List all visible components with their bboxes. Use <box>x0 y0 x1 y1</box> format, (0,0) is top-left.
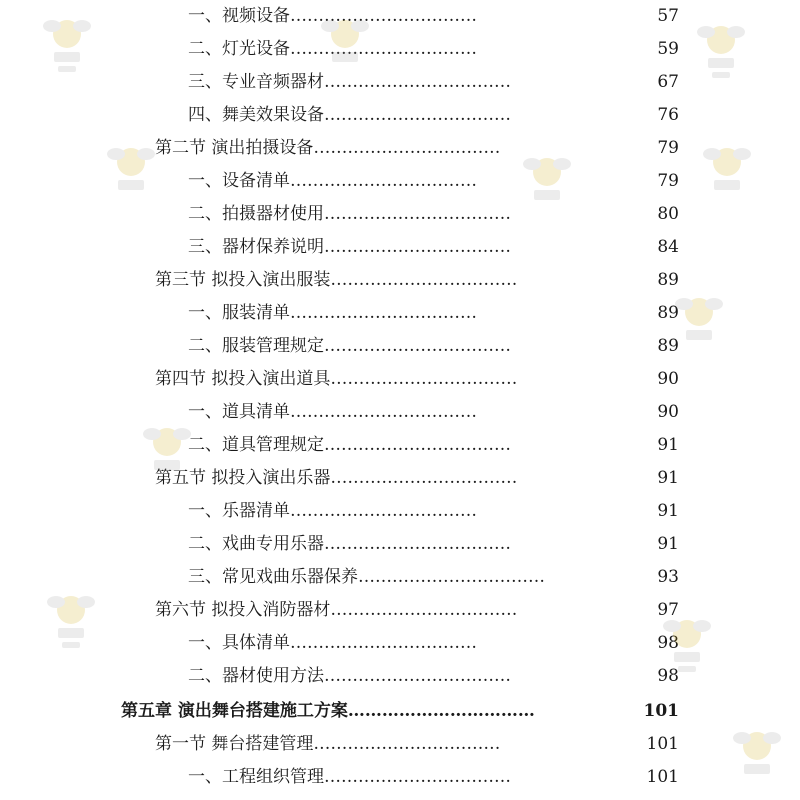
toc-entry-page: 89 <box>657 270 679 290</box>
toc-entry <box>0 297 800 330</box>
toc-entry <box>0 198 800 231</box>
toc-entry <box>0 165 800 198</box>
toc-entry-page: 79 <box>657 171 679 191</box>
toc-section-entry <box>0 728 800 761</box>
toc-entry-page: 91 <box>657 435 679 455</box>
toc-entry-label: 一、具体清单…………………………… <box>188 633 477 653</box>
toc-entry-page: 89 <box>657 336 679 356</box>
toc-entry <box>0 429 800 462</box>
toc-entry-label: 第五章 演出舞台搭建施工方案…………………………… <box>121 701 535 721</box>
toc-entry-page: 101 <box>646 767 679 787</box>
toc-entry-page: 91 <box>657 468 679 488</box>
toc-entry-page: 67 <box>657 72 679 92</box>
toc-entry <box>0 396 800 429</box>
toc-entry <box>0 660 800 693</box>
toc-entry-label: 一、工程组织管理…………………………… <box>188 767 511 787</box>
toc-entry-label: 第三节 拟投入演出服装…………………………… <box>155 270 518 290</box>
toc-entry-label: 一、设备清单…………………………… <box>188 171 477 191</box>
toc-entry-label: 三、常见戏曲乐器保养…………………………… <box>188 567 545 587</box>
toc-entry-label: 二、器材使用方法…………………………… <box>188 666 511 686</box>
toc-entry-label: 第一节 舞台搭建管理…………………………… <box>155 734 501 754</box>
toc-entry-page: 90 <box>657 369 679 389</box>
toc-entry <box>0 0 800 33</box>
toc-entry <box>0 561 800 594</box>
toc-entry <box>0 66 800 99</box>
toc-entry-page: 90 <box>657 402 679 422</box>
toc-entry-label: 第六节 拟投入消防器材…………………………… <box>155 600 518 620</box>
toc-entry-label: 第二节 演出拍摄设备…………………………… <box>155 138 501 158</box>
toc-entry-label: 二、拍摄器材使用…………………………… <box>188 204 511 224</box>
toc-section-entry <box>0 462 800 495</box>
toc-entry-page: 84 <box>657 237 679 257</box>
toc-entry-page: 57 <box>657 6 679 26</box>
toc-section-entry <box>0 264 800 297</box>
toc-chapter-entry <box>0 695 800 728</box>
toc-entry <box>0 231 800 264</box>
toc-entry <box>0 528 800 561</box>
toc-entry-label: 二、服装管理规定…………………………… <box>188 336 511 356</box>
toc-section-entry <box>0 132 800 165</box>
toc-entry-page: 91 <box>657 534 679 554</box>
toc-entry-page: 91 <box>657 501 679 521</box>
toc-entry-label: 三、专业音频器材…………………………… <box>188 72 511 92</box>
toc-entry-page: 79 <box>657 138 679 158</box>
toc-entry <box>0 627 800 660</box>
toc-entry-label: 第四节 拟投入演出道具…………………………… <box>155 369 518 389</box>
toc-entry-page: 89 <box>657 303 679 323</box>
toc-entry-label: 一、视频设备…………………………… <box>188 6 477 26</box>
toc-entry-label: 二、灯光设备…………………………… <box>188 39 477 59</box>
toc-entry <box>0 761 800 794</box>
toc-entry <box>0 330 800 363</box>
toc-entry-label: 一、乐器清单…………………………… <box>188 501 477 521</box>
toc-entry-page: 93 <box>657 567 679 587</box>
toc-entry-page: 98 <box>657 666 679 686</box>
toc-entry-label: 一、服装清单…………………………… <box>188 303 477 323</box>
toc-entry <box>0 33 800 66</box>
toc-entry-label: 三、器材保养说明…………………………… <box>188 237 511 257</box>
toc-entry-label: 二、戏曲专用乐器…………………………… <box>188 534 511 554</box>
toc-entry-page: 101 <box>646 734 679 754</box>
toc-entry-page: 80 <box>657 204 679 224</box>
toc-entry-page: 76 <box>657 105 679 125</box>
toc-entry-page: 97 <box>657 600 679 620</box>
toc-entry-label: 第五节 拟投入演出乐器…………………………… <box>155 468 518 488</box>
toc-entry-page: 98 <box>657 633 679 653</box>
toc-section-entry <box>0 594 800 627</box>
toc-entry-label: 二、道具管理规定…………………………… <box>188 435 511 455</box>
toc-entry-page: 59 <box>657 39 679 59</box>
toc-entry <box>0 99 800 132</box>
toc-section-entry <box>0 363 800 396</box>
toc-entry-label: 一、道具清单…………………………… <box>188 402 477 422</box>
toc-entry <box>0 495 800 528</box>
toc-entry-label: 四、舞美效果设备…………………………… <box>188 105 511 125</box>
toc-entry-page: 101 <box>643 701 679 721</box>
